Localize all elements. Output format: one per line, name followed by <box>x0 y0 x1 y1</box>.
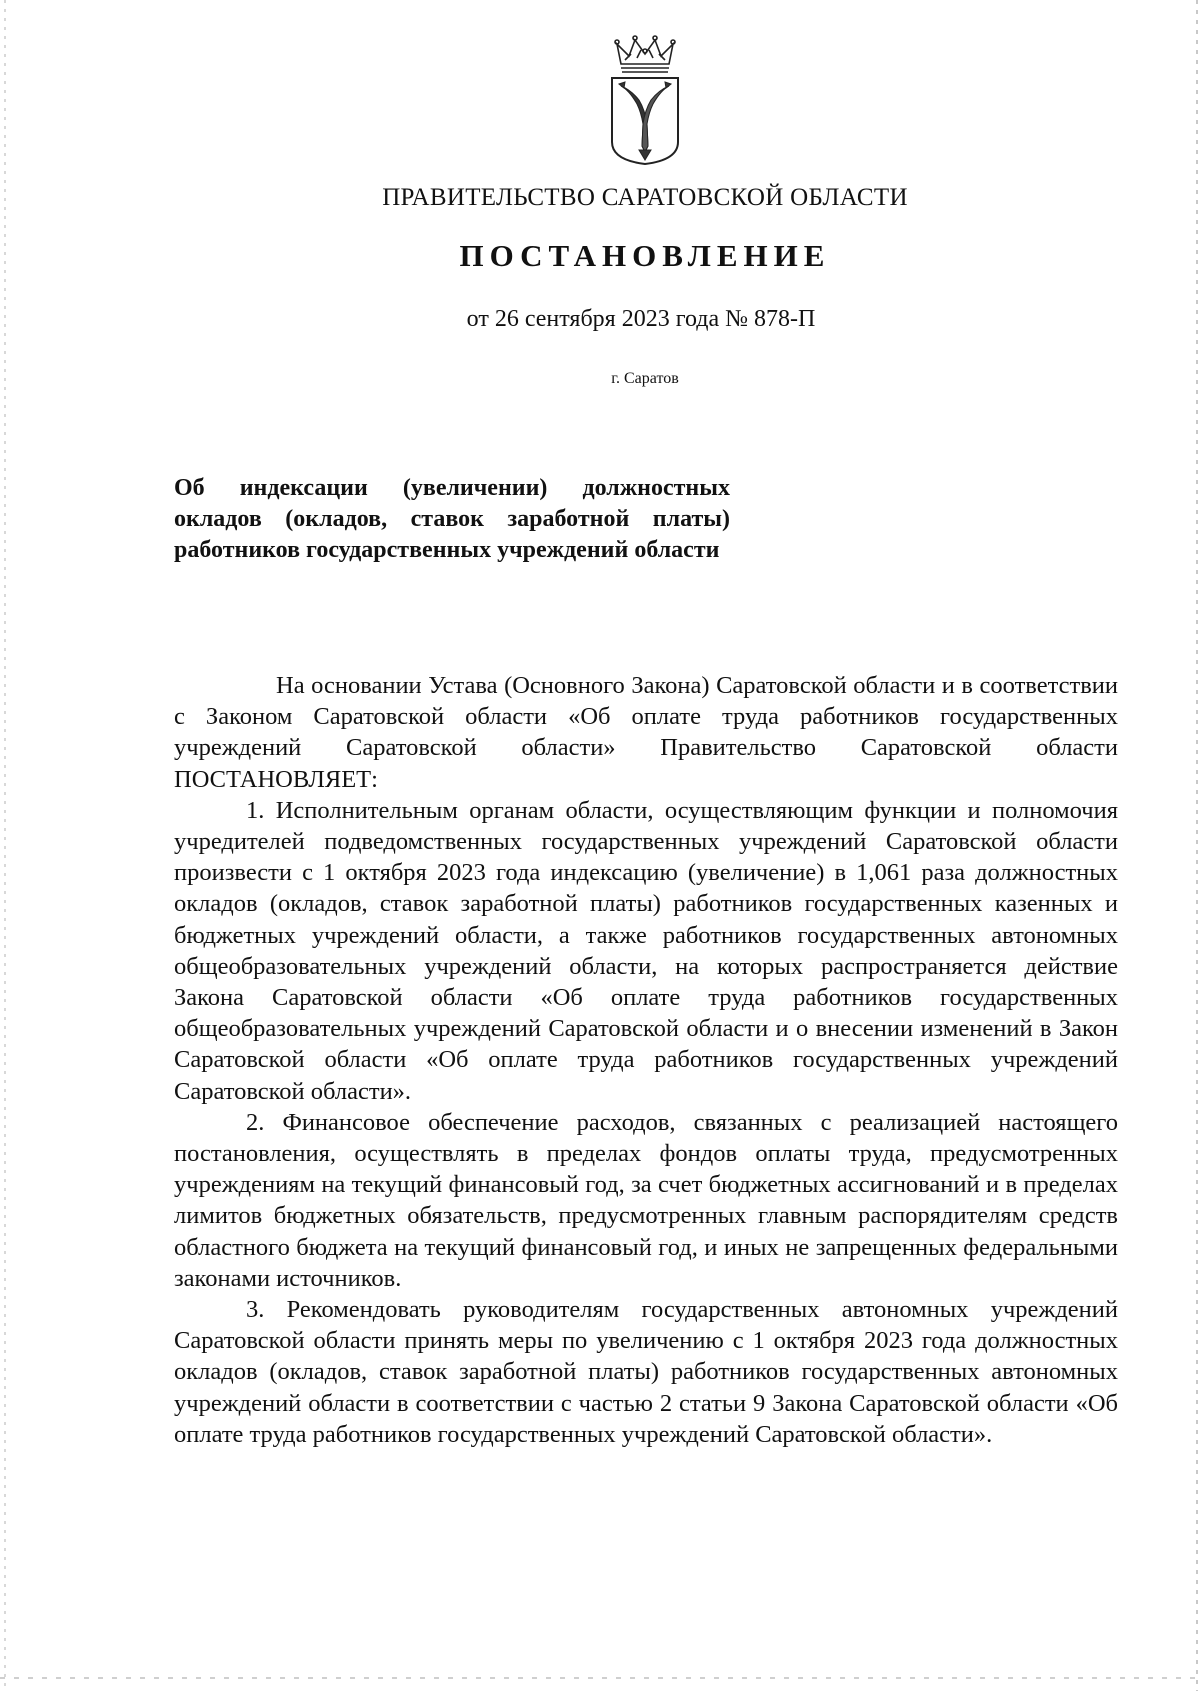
document-body <box>174 670 1118 1450</box>
organization-name: ПРАВИТЕЛЬСТВО САРАТОВСКОЙ ОБЛАСТИ <box>382 184 908 211</box>
clause-1: 1. Исполнительным органам области, осуществляющим функции и полномочия учредителей подведомственных государственных учреждений Саратовской области произвести с 1 октября 2023 года индексацию (увеличение) в 1,061 раза должностных окладов (окладов, ставок заработной платы) работников государственных казенных и бюджетных учреждений области, а также работников государственных автономных общеобразовательных учреждений области, на которых распространяется действие Закона Саратовской области «Об оплате труда работников государственных общеобразовательных учреждений Саратовской области и о внесении изменений в Закон Саратовской области «Об оплате труда работников государственных учреждений Саратовской области». <box>174 796 1118 1105</box>
scan-edge-bottom <box>0 1677 1200 1679</box>
document-title: Об индексации (увеличении) должностных окладов (окладов, ставок заработной платы) работников государственных учреждений области <box>174 475 730 563</box>
clause-3: 3. Рекомендовать руководителям государственных автономных учреждений Саратовской области принять меры по увеличению с 1 октября 2023 года должностных окладов (окладов, ставок заработной платы) работников государственных автономных учреждений области в соответствии с частью 2 статьи 9 Закона Саратовской области «Об оплате труда работников государственных учреждений Саратовской области». <box>174 1296 1118 1448</box>
preamble-paragraph: На основании Устава (Основного Закона) Саратовской области и в соответствии с Законом Саратовской области «Об оплате труда работников государственных учреждений Саратовской области» Правительство Саратовской области ПОСТАНОВЛЯЕТ: <box>174 672 1118 793</box>
document-date-number: от 26 сентября 2023 года № 878-П <box>466 306 816 332</box>
clause-2: 2. Финансовое обеспечение расходов, связанных с реализацией настоящего постановления, осуществлять в пределах фондов оплаты труда, предусмотренных учреждениям на текущий финансовый год, за счет бюджетных ассигнований и в пределах лимитов бюджетных обязательств, предусмотренных главным распорядителям средств областного бюджета на текущий финансовый год, и иных не запрещенных федеральными законами источников. <box>174 1108 1118 1292</box>
saratov-coat-of-arms-icon <box>607 34 683 166</box>
document-type: ПОСТАНОВЛЕНИЕ <box>459 238 831 273</box>
document-city: г. Саратов <box>611 370 679 387</box>
